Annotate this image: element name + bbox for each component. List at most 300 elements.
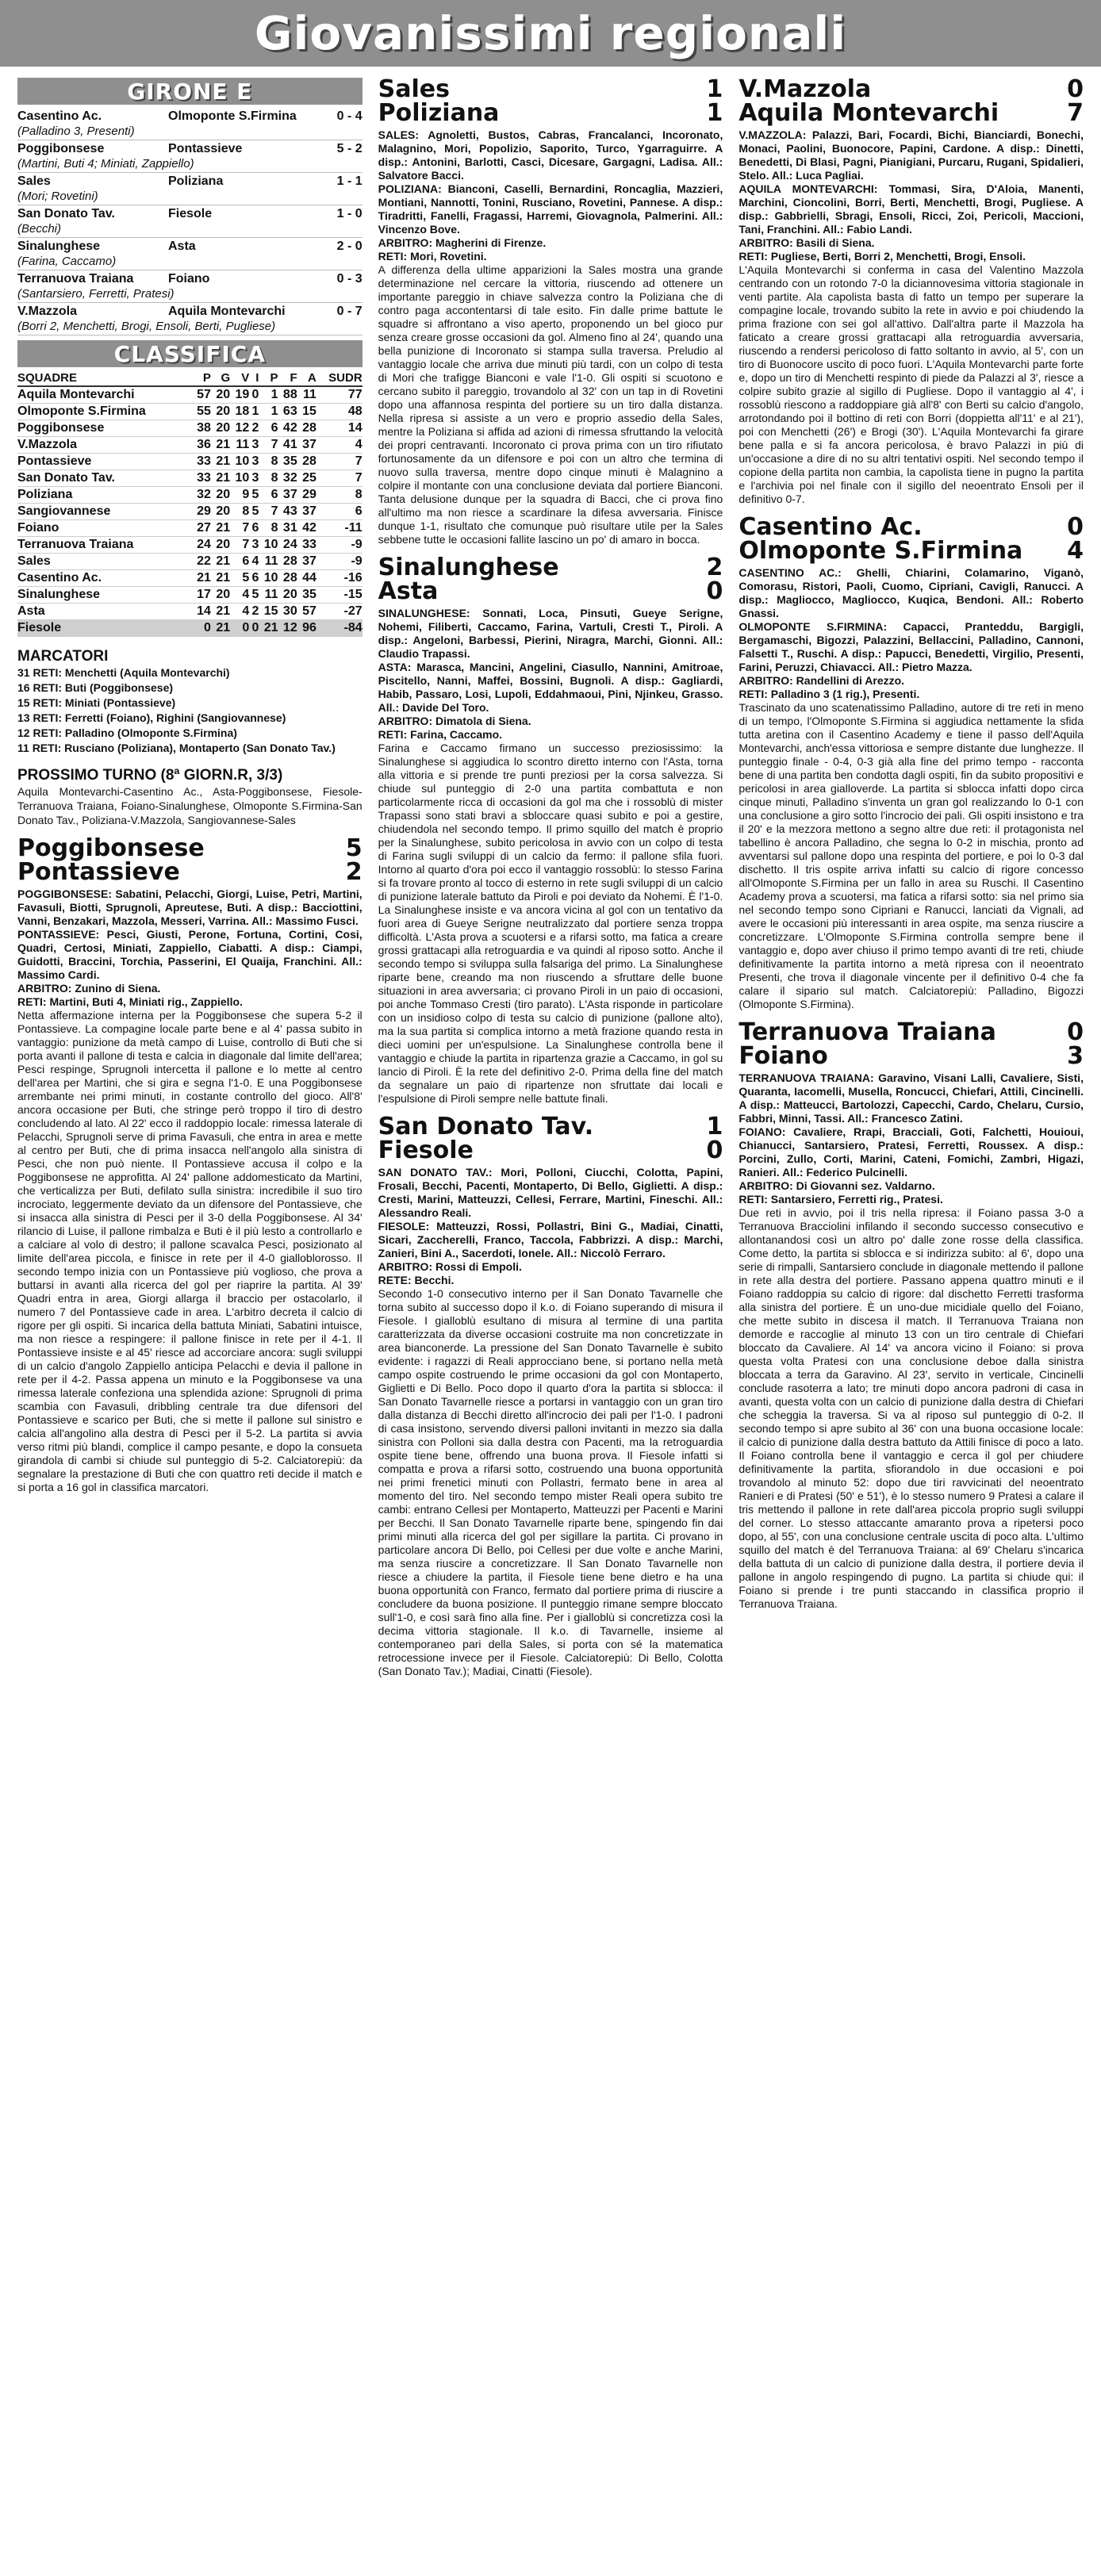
home-team: Casentino Ac. — [17, 109, 102, 123]
stat-cell: 11 — [230, 437, 249, 454]
article-body: Secondo 1-0 consecutivo interno per il San Donato Tavarnelle che torna subito al successo dopo il k.o. di Foiano superando di misura il Fiesole. I gialloblù esultano di misura al termine di una partita caratterizzata da diverse occasioni costruite ma non concretizzate in area bianconerde. La pressione del San Donato Tavarnelle è subito evidente: i ragazzi di Reali approcciano bene, si portano nella metà campo ospite costruendo le prime occasioni da gol con Montaperto, Giglietti e Di Bello. Poco dopo il quarto d'ora la partita si sblocca: il San Donato Tavarnelle riesce a portarsi in vantaggio con un gran tiro dalla distanza di Becchi diretto all'incrocio dei pali per l'1-0. I padroni di casa insistono, servendo diversi palloni invitanti in mezzo sia dalla sinistra con Polloni sia dalla destra con Pacenti, ma la retroguardia ospite tiene bene, offrendo una buona prova. Il Fiesole infatti si compatta e prova a rifarsi sotto, costruendo una buona opportunità nei primi frenetici minuti con Pollastri, fermato bene in area al momento del tiro. Nel secondo tempo mister Reali opera subito tre cambi: entrano Cellesi per Montaperto, Matteuzzi per Pacenti e Marini per Becchi. Il San Donato Tavarnelle riparte bene, spingendo fin dai primi minuti alla ricerca del gol per sigillare la partita. Ci provano in particolare ancora Di Bello, poi Cellesi per due volte e anche Marini, ma senza riuscire a concretizzare. Il San Donato Tavarnelle non riesce a chiudere la partita, il Fiesole tiene bene dietro e ha una buona opportunità con Franco, fermato dal portiere prima di riuscire a concludere da buona posizione. Il punteggio rimane sempre bloccato sull'1-0, e così sarà fino alla fine. Per i gialloblù si concretizza così la decima vittoria stagionale. Il k.o. di Tavarnelle, insieme al contemporaneo pari della Sales, si porta con sé la matematica retrocessione invece per il Fiesole. Calciatorepiù: Di Bello, Colotta (San Donato Tav.); Madiai, Cinatti (Fiesole). — [378, 1287, 723, 1677]
match-result — [17, 270, 363, 303]
headline-away — [738, 1042, 1084, 1070]
stat-cell: 88 — [278, 386, 297, 404]
stat-cell: 4 — [316, 437, 363, 454]
home-team-name: Casentino Ac. — [738, 513, 923, 541]
goals: RETI: Pugliese, Berti, Borri 2, Menchetti, Brogi, Ensoli. — [738, 250, 1026, 263]
stat-cell: 7 — [316, 470, 363, 487]
standings-row — [17, 404, 363, 420]
stat-cell: 20 — [211, 537, 230, 554]
match-result — [17, 173, 363, 205]
stat-cell: 28 — [297, 454, 316, 470]
stat-cell: -15 — [316, 587, 363, 604]
article — [738, 75, 1084, 506]
stat-cell: -9 — [316, 537, 363, 554]
stat-cell: 9 — [230, 487, 249, 504]
match-scorers: (Mori; Rovetini) — [17, 190, 98, 203]
headline-home — [738, 1018, 1084, 1046]
headline-away — [378, 99, 723, 127]
match-scorers: (Farina, Caccamo) — [17, 255, 117, 268]
stat-cell: 21 — [211, 470, 230, 487]
team-name: Sinalunghese — [17, 587, 192, 604]
masthead-title: Giovanissimi regionali — [254, 6, 847, 60]
stat-cell: 21 — [211, 454, 230, 470]
headline-away — [378, 1139, 723, 1163]
stat-cell: 6 — [316, 504, 363, 520]
headline-home — [738, 75, 1084, 103]
stat-cell: 7 — [230, 520, 249, 537]
stat-cell: 24 — [278, 537, 297, 554]
home-team-score: 0 — [1067, 75, 1084, 103]
stat-cell: 24 — [192, 537, 211, 554]
stat-cell: 43 — [278, 504, 297, 520]
home-team-score: 2 — [706, 554, 723, 581]
stat-cell: 11 — [259, 554, 278, 570]
stat-cell: 36 — [192, 437, 211, 454]
stat-cell: -16 — [316, 570, 363, 587]
stat-cell: 11 — [259, 587, 278, 604]
stat-cell: 15 — [259, 604, 278, 620]
stat-cell: 42 — [278, 420, 297, 437]
lineup-away: POLIZIANA: Bianconi, Caselli, Bernardini, Roncaglia, Mazzieri, Montiani, Nannotti, Tonini, Rusciano, Rovetini, Pannese. A disp.: Tiradritti, Fanelli, Fragassi, Harremi, Giovagnola, Palmerini. All.: Vincenzo Bove. — [378, 182, 723, 236]
goals: RETE: Becchi. — [378, 1274, 455, 1286]
stat-cell: 41 — [278, 437, 297, 454]
home-team: Terranuova Traiana — [17, 272, 134, 286]
stat-cell: -9 — [316, 554, 363, 570]
stat-cell: 8 — [230, 504, 249, 520]
team-name: Terranuova Traiana — [17, 537, 192, 554]
classifica-title: CLASSIFICA — [113, 340, 266, 367]
standings-column-header: A — [297, 370, 316, 386]
home-team-score: 1 — [706, 75, 723, 103]
away-team-score: 2 — [345, 858, 363, 886]
stat-cell: 21 — [211, 570, 230, 587]
stat-cell: 37 — [297, 504, 316, 520]
standings-row — [17, 570, 363, 587]
stat-cell: 14 — [316, 420, 363, 437]
standings-row — [17, 420, 363, 437]
stat-cell: 1 — [249, 404, 259, 420]
scorer-entry: 31 RETI: Menchetti (Aquila Montevarchi) — [17, 666, 230, 679]
team-name: Sales — [17, 554, 192, 570]
team-name: Poliziana — [17, 487, 192, 504]
stat-cell: 32 — [192, 487, 211, 504]
home-team: Sales — [17, 174, 51, 188]
match-row — [17, 141, 363, 156]
stat-cell: 6 — [230, 554, 249, 570]
scorer-entry: 12 RETI: Palladino (Olmoponte S.Firmina) — [17, 726, 237, 739]
referee: ARBITRO: Randellini di Arezzo. — [738, 674, 905, 687]
stat-cell: 20 — [211, 487, 230, 504]
away-team: Foiano — [168, 272, 210, 286]
match-score: 0 - 4 — [336, 109, 363, 123]
away-team-score: 0 — [706, 577, 723, 605]
lineup-home: CASENTINO AC.: Ghelli, Chiarini, Colamarino, Viganò, Comorasu, Ristori, Paoli, Cuomo, Cipriani, Cavigli, Ranucci. A disp.: Magliocco, Magliocco, Kuqica, Bendoni. All.: Roberto Gnassi. — [738, 566, 1084, 619]
article — [738, 1018, 1084, 1611]
referee: ARBITRO: Di Giovanni sez. Valdarno. — [738, 1179, 935, 1192]
stat-cell: 77 — [316, 386, 363, 404]
away-team-name: Olmoponte S.Firmina — [738, 537, 1023, 565]
stat-cell: 31 — [278, 520, 297, 537]
stat-cell: 5 — [249, 587, 259, 604]
stat-cell: 28 — [297, 420, 316, 437]
stat-cell: 55 — [192, 404, 211, 420]
referee: ARBITRO: Magherini di Firenze. — [378, 236, 547, 249]
home-team-name: San Donato Tav. — [378, 1113, 594, 1140]
match-result — [17, 303, 363, 335]
stat-cell: 57 — [297, 604, 316, 620]
away-team-score: 3 — [1067, 1042, 1084, 1070]
stat-cell: 4 — [249, 554, 259, 570]
team-name: Fiesole — [17, 620, 192, 637]
lineup-away: PONTASSIEVE: Pesci, Giusti, Perone, Fortuna, Cortini, Cosi, Quadri, Certosi, Miniati, Zappiello, Ciabatti. A disp.: Ciampi, Guidotti, Braccini, Torchia, Passerini, El Quaija, Franchini. All.: Massimo Cardi. — [17, 928, 363, 981]
scorer-entry: 13 RETI: Ferretti (Foiano), Righini (Sangiovannese) — [17, 711, 286, 724]
stat-cell: 7 — [316, 454, 363, 470]
next-round-title: PROSSIMO TURNO (8ª GIORN.R, 3/3) — [17, 767, 283, 784]
article — [378, 1115, 723, 1678]
team-name: Casentino Ac. — [17, 570, 192, 587]
headline-home — [378, 1115, 723, 1139]
match-score: 1 - 1 — [336, 174, 363, 188]
girone-header — [17, 78, 363, 105]
stat-cell: 3 — [249, 537, 259, 554]
standings-row — [17, 587, 363, 604]
referee: ARBITRO: Rossi di Empoli. — [378, 1260, 522, 1273]
headline-home — [17, 834, 363, 862]
stat-cell: 32 — [278, 470, 297, 487]
match-score: 5 - 2 — [336, 142, 363, 155]
stat-cell: 38 — [192, 420, 211, 437]
article — [738, 513, 1084, 1011]
next-round-text: Aquila Montevarchi-Casentino Ac., Asta-Poggibonsese, Fiesole-Terranuova Traiana, Foiano-Sinalunghese, Olmoponte S.Firmina-San Donato Tav., Poliziana-V.Mazzola, Sangiovannese-Sales — [17, 785, 363, 826]
away-team-score: 7 — [1067, 99, 1084, 127]
match-score: 2 - 0 — [336, 240, 363, 253]
goals: RETI: Martini, Buti 4, Miniati rig., Zappiello. — [17, 995, 243, 1008]
home-team: V.Mazzola — [17, 305, 77, 318]
headline-away — [738, 99, 1084, 127]
stat-cell: 21 — [192, 570, 211, 587]
team-name: Pontassieve — [17, 454, 192, 470]
home-team: San Donato Tav. — [17, 207, 115, 220]
stat-cell: 42 — [297, 520, 316, 537]
away-team-name: Foiano — [738, 1042, 828, 1070]
stat-cell: 4 — [230, 587, 249, 604]
article — [378, 556, 723, 1106]
stat-cell: 21 — [211, 620, 230, 637]
stat-cell: 3 — [249, 437, 259, 454]
lineup-away: ASTA: Marasca, Mancini, Angelini, Ciasullo, Nannini, Amitroae, Piscitello, Nanni, Maffei, Bossini, Bugnoli. A disp.: Gagliardi, Habib, Passaro, Losi, Lupoli, Eddahmaoui, Pini, Njinkeu, Grasso. All.: Davide Del Toro. — [378, 661, 723, 714]
match-score: 0 - 7 — [336, 305, 363, 318]
column-right — [738, 75, 1084, 1678]
classifica-header — [17, 340, 363, 367]
standings-row — [17, 620, 363, 637]
column-left — [17, 78, 363, 1678]
stat-cell: 48 — [316, 404, 363, 420]
referee: ARBITRO: Zunino di Siena. — [17, 982, 161, 995]
lineup-away: OLMOPONTE S.FIRMINA: Capacci, Pranteddu, Bargigli, Bergamaschi, Bigozzi, Palazzini, Bellaccini, Palladino, Cannoni, Falsetti T., Ruschi. A disp.: Papucci, Benedetti, Virgilio, Presenti, Farini, Peruzzi, Chiavacci. All.: Pietro Mazza. — [738, 620, 1084, 673]
stat-cell: 33 — [192, 454, 211, 470]
headline-away — [378, 577, 723, 605]
match-scorers: (Martini, Buti 4; Miniati, Zappiello) — [17, 157, 194, 171]
stat-cell: 4 — [230, 604, 249, 620]
away-team-name: Fiesole — [378, 1137, 474, 1164]
headline-home — [378, 75, 723, 103]
column-middle — [378, 75, 723, 1678]
stat-cell: 33 — [297, 537, 316, 554]
stat-cell: 7 — [259, 437, 278, 454]
away-team: Pontassieve — [168, 142, 243, 155]
lineup-away: AQUILA MONTEVARCHI: Tommasi, Sira, D'Aloia, Manenti, Marchini, Cioncolini, Borri, Berti, Menchetti, Brogi, Pugliese. A disp.: Gabbrielli, Sbragi, Ensoli, Ricci, Zoi, Pericoli, Maccioni, Tani, Franchini. All.: Fabio Landi. — [738, 182, 1084, 236]
stat-cell: 96 — [297, 620, 316, 637]
away-team-name: Pontassieve — [17, 858, 180, 886]
away-team-score: 0 — [706, 1137, 723, 1164]
stat-cell: 37 — [297, 437, 316, 454]
stat-cell: 3 — [249, 454, 259, 470]
stat-cell: 1 — [259, 404, 278, 420]
standings-column-header: V — [230, 370, 249, 386]
stat-cell: 63 — [278, 404, 297, 420]
scorers-title: MARCATORI — [17, 648, 109, 665]
stat-cell: 29 — [297, 487, 316, 504]
standings-column-header: I — [249, 370, 259, 386]
standings-row — [17, 437, 363, 454]
headline-home — [738, 513, 1084, 541]
stat-cell: 7 — [230, 537, 249, 554]
team-name: Asta — [17, 604, 192, 620]
stat-cell: 19 — [230, 386, 249, 404]
stat-cell: 0 — [192, 620, 211, 637]
away-team: Poliziana — [168, 174, 224, 188]
goals: RETI: Palladino 3 (1 rig.), Presenti. — [738, 688, 920, 700]
home-team-score: 0 — [1067, 513, 1084, 541]
article-body: L'Aquila Montevarchi si conferma in casa del Valentino Mazzola centrando con un rotondo 7-0 la diciannovesima vittoria stagionale in venti partite. Ala capolista basta di fatto un tempo per superare la compagine locale, trovando subito la rete in avvio e poi chiudendo la prima frazione con sei gol all'attivo. Dall'altra parte il Mazzola ha faticato a creare grossi grattacapi alla retroguardia avversaria, riuscendo a rendersi pericoloso di fatto soltanto in avvio, al 5', con un tiro di Buonocore uscito di poco fuori. L'Aquila Montevarchi parte forte e, dopo un tiro di Menchetti respinto di piede da Palazzi al 3', riesce a colpire subito grazie al sigillo di Pugliese. Dopo il vantaggio al 4', i rossoblù riescono a raddoppiare già all'8' con Berti su calcio d'angolo, arrotondando poi il bottino di reti con Borri (doppietta all'11' e al 21'), poi con Menchetti (26') e Brogi (30'). L'Aquila Montevarchi fa girare bene palla e si fa ancora pericolosa, è bravo Palazzi in più di un'occasione a dire di no su altri tentativi ospiti. Nel secondo tempo il copione della partita non cambia, la capolista tiene in pugno la partita e l'archivia poi nel finale con il sigillo del neoentrato Ensoli per il definitivo 0-7. — [738, 263, 1084, 505]
stat-cell: 6 — [259, 487, 278, 504]
standings-row — [17, 487, 363, 504]
away-team-name: Asta — [378, 577, 439, 605]
away-team-score: 1 — [706, 99, 723, 127]
standings-table — [17, 370, 363, 637]
headline-away — [17, 858, 363, 886]
stat-cell: 6 — [249, 520, 259, 537]
stat-cell: 1 — [259, 386, 278, 404]
standings-column-header: F — [278, 370, 297, 386]
article-body: Due reti in avvio, poi il tris nella ripresa: il Foiano passa 3-0 a Terranuova Bracciolini infilando il secondo successo consecutivo e allontanandosi così un altro po' dalle zone rosse della classifica. Come detto, la partita si sblocca e si indirizza subito: al 6', dopo una serie di rimpalli, Santarsiero conclude in diagonale mettendo il pallone in rete alla destra del portiere. Passano appena quattro minuti e il Foiano raddoppia su calcio di rigore: dal dischetto Ferretti trasforma alla sinistra del portiere. È un uno-due micidiale quello del Foiano, che mette subito in discesa il match. Il Terranuova Traiana non demorde e raccoglie al minuto 13 con un tiro centrale di Chiefari bloccato da Cavaliere. Al 14' va ancora vicino il Foiano: si prova questa volta Pratesi con una conclusione deboe dalla sinistra bloccata a terra da Garavino. Al 23', servito in verticale, Cincinelli conclude rasoterra a lato; tre minuti dopo ancora padroni di casa in avanti, questa volta con un calcio di punizione dalla destra di Chiefari che scheggia la traversa. Si va al riposo sul punteggio di 0-2. Il secondo tempo si apre subito al 36' con una buona occasione locale: il calcio di punizione dalla destra battuto da Attili finisce di poco a lato. Il Foiano controlla bene il vantaggio e cerca il gol per chiudere definitivamente la partita, sfiorandolo in due occasioni e poi trovandolo al minuto 52: dopo due tiri ravvicinati del neoentrato Ranieri e di Pratesi (50' e 51'), è lo stesso numero 9 Pratesi a calare il tris mettendo il pallone in rete dall'area piccola proprio sugli sviluppi del corner. Lo stesso attaccante amaranto prova a ripetersi poco dopo, al 55', con una conclusione centrale uscita di poco alta. L'ultimo squillo del match è del Terranuova Traiana: al 69' Chelaru s'incarica della battuta di un calcio di punizione dalla destra, il portiere devia il pallone in angolo respingendo di pugno. La partita si chiude qui: il Foiano si prende i tre punti staccando in classifica proprio il Terranuova Traiana. — [738, 1206, 1084, 1610]
stat-cell: 21 — [211, 437, 230, 454]
stat-cell: 8 — [259, 520, 278, 537]
stat-cell: 35 — [297, 587, 316, 604]
standings-column-header: P — [192, 370, 211, 386]
lineup-home: SINALUNGHESE: Sonnati, Loca, Pinsuti, Gueye Serigne, Nohemi, Filiberti, Caccamo, Farina, Vartuli, Cresti T., Piroli. A disp.: Angeloni, Barbessi, Pierini, Niragra, Marchi, Gionni. All.: Claudio Trapassi. — [378, 607, 723, 660]
team-name: V.Mazzola — [17, 437, 192, 454]
home-team-name: V.Mazzola — [738, 75, 872, 103]
stat-cell: 20 — [211, 504, 230, 520]
stat-cell: 28 — [278, 570, 297, 587]
stat-cell: 35 — [278, 454, 297, 470]
match-row — [17, 271, 363, 286]
away-team: Olmoponte S.Firmina — [168, 109, 297, 123]
away-team-score: 4 — [1067, 537, 1084, 565]
article — [17, 834, 363, 1494]
home-team: Sinalunghese — [17, 240, 101, 253]
stat-cell: 10 — [230, 454, 249, 470]
home-team-score: 5 — [345, 834, 363, 862]
stat-cell: 5 — [249, 504, 259, 520]
standings-row — [17, 554, 363, 570]
stat-cell: 17 — [192, 587, 211, 604]
standings-column-header: G — [211, 370, 230, 386]
standings-row — [17, 520, 363, 537]
match-result — [17, 108, 363, 140]
stat-cell: 10 — [259, 570, 278, 587]
stat-cell: 20 — [278, 587, 297, 604]
stat-cell: 5 — [249, 487, 259, 504]
away-team-name: Poliziana — [378, 99, 500, 127]
match-row — [17, 206, 363, 221]
home-team-score: 1 — [706, 1113, 723, 1140]
home-team-name: Sinalunghese — [378, 554, 559, 581]
stat-cell: 6 — [259, 420, 278, 437]
article-body: A differenza della ultime apparizioni la Sales mostra una grande determinazione nel cercare la vittoria, riuscendo ad ottenere un importante pareggio in chiave salvezza contro la Poliziana che di contro paga accontentarsi di tale esito. Fin dalle prime battute le squadre si affrontano a viso aperto, proponendo un bel gioco pur senza creare grosse occasioni da gol. Almeno fino al 24', quando una bella punizione di Incoronato si stampa sulla traversa. Preludio al vantaggio locale che arriva due minuti più tardi, con un colpo di testa di Mori che trafigge Bianconi e vale l'1-0. Gli ospiti si scuotono e cercano subito il pareggio, trovandolo al 32' con un tap in di Rovetini dopo una affannosa respinta del portiere su un tiro dalla distanza. Nella ripresa si assiste a un vero e proprio assedio della Sales, mentre la Poliziana si affida ad azioni di rimessa sfruttando la velocità dei propri centravanti. Incoronato ci prova prima con un tiro rifiutato fortunosamente da un difensore e poi con un altro che termina di nuovo sulla traversa, mentre dopo cinque minuti è Malagnino a colpire il montante con una conclusione deviata dal portiere Bianconi. Tanta delusione dunque per la squadra di Bacci, che ci prova fino all'ultimo ma non riesce a scardinare la difesa avversaria. Finisce dunque 1-1, risultato che comunque può risultare utile per la Sales sebbene tutte le occasioni fallite lascino un po' di amaro in bocca. — [378, 263, 723, 546]
match-row — [17, 174, 363, 189]
stat-cell: 0 — [249, 620, 259, 637]
referee: ARBITRO: Basili di Siena. — [738, 236, 875, 249]
lineup-home: TERRANUOVA TRAIANA: Garavino, Visani Lalli, Cavaliere, Sisti, Quaranta, Iacomelli, Musella, Roncucci, Chiefari, Attili, Cincinelli. A disp.: Matteucci, Bartolozzi, Capecchi, Cardo, Chelaru, Cursio, Fabbri, Minni, Tassi. All.: Francesco Zatini. — [738, 1071, 1084, 1125]
stat-cell: 0 — [230, 620, 249, 637]
goals: RETI: Santarsiero, Ferretti rig., Pratesi. — [738, 1193, 943, 1206]
stat-cell: 21 — [211, 554, 230, 570]
stat-cell: 8 — [316, 487, 363, 504]
team-name: Sangiovannese — [17, 504, 192, 520]
stat-cell: 14 — [192, 604, 211, 620]
stat-cell: 11 — [297, 386, 316, 404]
standings-row — [17, 604, 363, 620]
stat-cell: 33 — [192, 470, 211, 487]
stat-cell: 6 — [249, 570, 259, 587]
stat-cell: 0 — [249, 386, 259, 404]
article — [378, 75, 723, 546]
home-team-name: Terranuova Traiana — [738, 1018, 996, 1046]
headline-home — [378, 556, 723, 580]
match-scorers: (Palladino 3, Presenti) — [17, 125, 135, 138]
stat-cell: 28 — [278, 554, 297, 570]
standings-column-header: SQUADRE — [17, 370, 192, 386]
masthead — [0, 0, 1101, 67]
lineup-home: SALES: Agnoletti, Bustos, Cabras, Francalanci, Incoronato, Malagnino, Mori, Popolizio, Saporito, Turco, Ygarraguirre. A disp.: Antonini, Barlotti, Casci, Dicesare, Gargagni, Ladisa. All.: Salvatore Bacci. — [378, 128, 723, 182]
team-name: Olmoponte S.Firmina — [17, 404, 192, 420]
lineup-away: FOIANO: Cavaliere, Rrapi, Bracciali, Goti, Falchetti, Houioui, Chianucci, Santarsiero, Pratesi, Ferretti, Roussex. A disp.: Porcini, Zullo, Corti, Marini, Cateni, Fomichi, Zambri, Higazi, Ranieri. All.: Federico Pulcinelli. — [738, 1125, 1084, 1179]
match-row — [17, 304, 363, 319]
stat-cell: 25 — [297, 470, 316, 487]
match-row — [17, 239, 363, 254]
stat-cell: 57 — [192, 386, 211, 404]
stat-cell: 21 — [211, 520, 230, 537]
stat-cell: 20 — [211, 587, 230, 604]
headline-away — [738, 539, 1084, 563]
stat-cell: 22 — [192, 554, 211, 570]
team-name: Poggibonsese — [17, 420, 192, 437]
scorer-entry: 11 RETI: Rusciano (Poliziana), Montaperto (San Donato Tav.) — [17, 742, 336, 754]
match-result — [17, 205, 363, 238]
article-body: Farina e Caccamo firmano un successo preziosissimo: la Sinalunghese si aggiudica lo scontro diretto interno con l'Asta, torna alla vittoria e si prende tre punti preziosi per la corsa salvezza. Si chiude sul punteggio di 2-0 una partita combattuta e non particolarmente ricca di occasioni da gol ma che i rossoblù di mister Trapassi sono stati bravi a sbloccare quasi subito e poi a gestire, chiudendola nel secondo tempo. Il primo squillo del match è proprio per la Sinalunghese, subito pericolosa in avvio con un colpo di testa di Farina sugli sviluppi di un calcio da fermo: il pallone sfila fuori. Intorno al quarto d'ora poi ecco il vantaggio rossoblù: lo stesso Farina si fa trovare pronto al tocco di esterno in rete sugli sviluppi di un calcio di punizione laterale battuto da Piroli e poi deviato da Nohemi. È l'1-0. La Sinalunghese insiste e va ancora vicina al gol con un tentativo da fuori area di Gueye Serigne neutralizzato dal portiere senza troppa difficoltà. L'Asta prova a scuotersi e a rifarsi sotto, ma fatica a creare grossi grattacapi alla retroguardia e va quindi al riposo sotto. Anche il secondo tempo si sviluppa sulla falsariga del primo. La Sinalunghese riparte bene, creando ma non riuscendo a sfruttare delle buone situazioni in area avversaria; ci provano Piroli in un paio di occasioni, poi anche Tommaso Cresti (tiro parato). L'Asta risponde in particolare con un insidioso colpo di testa su calcio di punizione (pallone alto), ma la sua partita si complica intorno a metà frazione quando resta in dieci uomini per un'espulsione. La Sinalunghese controlla bene il vantaggio e chiude la partita in ripartenza grazie a Caccamo, in gol su lancio di Piroli. È la rete del definitivo 2-0. Prima della fine del match da segnalare un paio di ripartenze non sfruttate dai locali e l'espulsione di Piroli sempre nelle battute finali. — [378, 742, 723, 1105]
stat-cell: 27 — [192, 520, 211, 537]
home-team-score: 0 — [1067, 1018, 1084, 1046]
stat-cell: 10 — [259, 537, 278, 554]
match-scorers: (Santarsiero, Ferretti, Pratesi) — [17, 287, 175, 301]
stat-cell: 29 — [192, 504, 211, 520]
stat-cell: 5 — [230, 570, 249, 587]
match-result — [17, 140, 363, 173]
stat-cell: -11 — [316, 520, 363, 537]
stat-cell: 12 — [230, 420, 249, 437]
stat-cell: 44 — [297, 570, 316, 587]
lineup-away: FIESOLE: Matteuzzi, Rossi, Pollastri, Bini G., Madiai, Cinatti, Sicari, Zaccherelli, Franco, Taccola, Fabbrizzi. A disp.: Marchi, Zanieri, Bini A., Sacerdoti, Ionele. All.: Niccolò Ferraro. — [378, 1220, 723, 1259]
goals: RETI: Farina, Caccamo. — [378, 728, 503, 741]
stat-cell: 15 — [297, 404, 316, 420]
scorers-block — [17, 648, 363, 756]
stat-cell: 2 — [249, 604, 259, 620]
standings-column-header: SUDR — [316, 370, 363, 386]
away-team: Asta — [168, 240, 196, 253]
match-scorers: (Borri 2, Menchetti, Brogi, Ensoli, Berti, Pugliese) — [17, 320, 276, 333]
stat-cell: 20 — [211, 420, 230, 437]
stat-cell: 20 — [211, 386, 230, 404]
stat-cell: 21 — [211, 604, 230, 620]
standings-row — [17, 470, 363, 487]
stat-cell: 3 — [249, 470, 259, 487]
away-team: Fiesole — [168, 207, 213, 220]
match-row — [17, 109, 363, 124]
article-body: Trascinato da uno scatenatissimo Palladino, autore di tre reti in meno di un tempo, l'Olmoponte S.Firmina si aggiudica nettamente la sfida tutta aretina con il Casentino Academy e tiene il passo dell'Aquila Montevarchi, anch'essa vittoriosa e sempre distante due lunghezze. Il punteggio finale - 0-4, 0-3 già alla fine del primo tempo - racconta bene di una partita ben condotta dagli ospiti, fin da subito propositivi e pericolosi in area gialloverde. La partita si sblocca infatti dopo circa cinque minuti, Palladino s'inventa un gran gol realizzando lo 0-1 con una conclusione a giro sotto l'incrocio dei pali. Gli ospiti insistono e tra il 20' e la mezzora mettono a segno altre due reti: il protagonista nel tabellino è ancora Palladino, che segna lo 0-2 in mischia, pronto ad avventarsi sul pallone dopo una respinta del portiere, e poi lo 0-3 dal dischetto. Il tris ospite arriva infatti su calcio di rigore concesso all'Olmoponte S.Firmina per un fallo in area su Ruschi. Il Casentino Academy prova a scuotersi, ma fatica a rifarsi sotto: sia nel primo sia nel secondo tempo sono Cipriani e Ranucci, lanciati da Vignali, ad avere le occasioni più interessanti in area ospite, ma senza riuscire a concretizzare. L'Olmoponte S.Firmina controlla sempre bene il vantaggio e, dopo aver chiuso il primo tempo avanti di tre reti, chiude definitivamente la partita intorno a metà ripresa con il neoentrato Presenti, che trova il diagonale vincente per il definitivo 0-4 che fa calare il sipario sul match. Calciatorepiù: Palladino, Bigozzi (Olmoponte S.Firmina). — [738, 701, 1084, 1010]
girone-title: GIRONE E — [127, 78, 253, 105]
stat-cell: 30 — [278, 604, 297, 620]
scorer-entry: 15 RETI: Miniati (Pontassieve) — [17, 696, 176, 709]
stat-cell: 18 — [230, 404, 249, 420]
stat-cell: -84 — [316, 620, 363, 637]
stat-cell: -27 — [316, 604, 363, 620]
match-scorers: (Becchi) — [17, 222, 62, 236]
next-round-block — [17, 767, 363, 827]
stat-cell: 8 — [259, 470, 278, 487]
stat-cell: 37 — [297, 554, 316, 570]
referee: ARBITRO: Dimatola di Siena. — [378, 715, 531, 727]
match-score: 0 - 3 — [336, 272, 363, 286]
results-list — [17, 108, 363, 335]
standings-row — [17, 454, 363, 470]
away-team-name: Aquila Montevarchi — [738, 99, 999, 127]
match-score: 1 - 0 — [336, 207, 363, 220]
lineup-home: SAN DONATO TAV.: Mori, Polloni, Ciucchi, Colotta, Papini, Frosali, Becchi, Pacenti, Montaperto, Di Bello, Giglietti. A disp.: Cresti, Marini, Matteuzzi, Cellesi, Ferrare, Martini, Fineschi. All.: Alessandro Reali. — [378, 1166, 723, 1219]
home-team: Poggibonsese — [17, 142, 105, 155]
standings-row — [17, 537, 363, 554]
standings-column-header: P — [259, 370, 278, 386]
article-body: Netta affermazione interna per la Poggibonsese che supera 5-2 il Pontassieve. La compagine locale parte bene e al 4' passa subito in vantaggio: punizione da metà campo di Luise, controllo di Buti che si porta avanti il pallone di testa e calcia in diagonale dal limite dell'area; Pesci respinge, Sprugnoli intercetta il pallone e lo mette al centro dell'area per Martini, che si gira e segna l'1-0. E una Poggibonsese arrembante nei primi minuti, in costante controllo del gioco. All'8' ancora occasione per Buti, che stringe però troppo il tiro di destro concludendo al lato. Al 22' ecco il raddoppio locale: rimessa laterale di Pelacchi, Sprugnoli serve di prima Favasuli, che entra in area e mette al centro per Buti, che di prima insacca nell'angolo alla sinistra di Pesci, che non può niente. Il Pontassieve accusa il colpo e la Poggibonsese ne approfitta. Al 24' pallone addomesticato da Martini, che verticalizza per Buti, defilato sulla sinistra: incredibile il suo tiro incrociato, leggermente deviato da un difensore del Pontassieve, che si insacca alla sinistra di Pesci per il 3-0 della Poggibonsese. Al 34' rilancio di Luise, il pallone rimbalza e Buti è il più lesto a controllarlo e a calciare al volo di destro; il pallone scavalca Pesci, posizionato al limite dell'area piccola, e finisce in rete per il 4-0 gialloblorosso. Il secondo tempo inizia con un Pontassieve più voglioso, che prova a buttarsi in avanti alla ricerca del gol per riaprire la partita. Al 39' Quadri entra in area, Giorgi allarga il braccio per ostacolarlo, il numero 7 del Pontassieve cade in area. L'arbitro decreta il calcio di rigore per gli ospiti. Si incarica della battuta Miniati, Sabatini intuisce, ma non riesce a respingere: il pallone finisce in rete per il 4-1. Il Pontassieve insiste e al 45' riesce ad accorciare ancora: sugli sviluppi di un calcio d'angolo Zappiello anticipa Pelacchi e devia il pallone in rete per il 4-2. Passa appena un minuto e la Poggibonsese va una rimessa laterale confeziona una splendida azione: Sprugnoli di prima scambia con Favasuli, dribbling centrale tra due difensori del Pontassieve e scarico per Buti, che si mette il pallone sul sinistro e calcia all'angolino alla destra di Pesci per il 5-2. La partita si avvia verso ritmi più blandi, complice il campo pesante, e dopo la consueta girandola di cambi si chiude sul punteggio di 5-2. Calciatorepiù: da segnalare la prestazione di Buti che con quattro reti decide il match e si porta a 16 gol in classifica marcatori. — [17, 1009, 363, 1493]
home-team-name: Sales — [378, 75, 451, 103]
stat-cell: 10 — [230, 470, 249, 487]
home-team-name: Poggibonsese — [17, 834, 205, 862]
scorer-entry: 16 RETI: Buti (Poggibonsese) — [17, 681, 174, 694]
standings-header-row — [17, 370, 363, 386]
team-name: San Donato Tav. — [17, 470, 192, 487]
stat-cell: 21 — [259, 620, 278, 637]
stat-cell: 2 — [249, 420, 259, 437]
standings-row — [17, 504, 363, 520]
stat-cell: 20 — [211, 404, 230, 420]
standings-row — [17, 386, 363, 404]
goals: RETI: Mori, Rovetini. — [378, 250, 487, 263]
away-team: Aquila Montevarchi — [168, 305, 286, 318]
stat-cell: 37 — [278, 487, 297, 504]
